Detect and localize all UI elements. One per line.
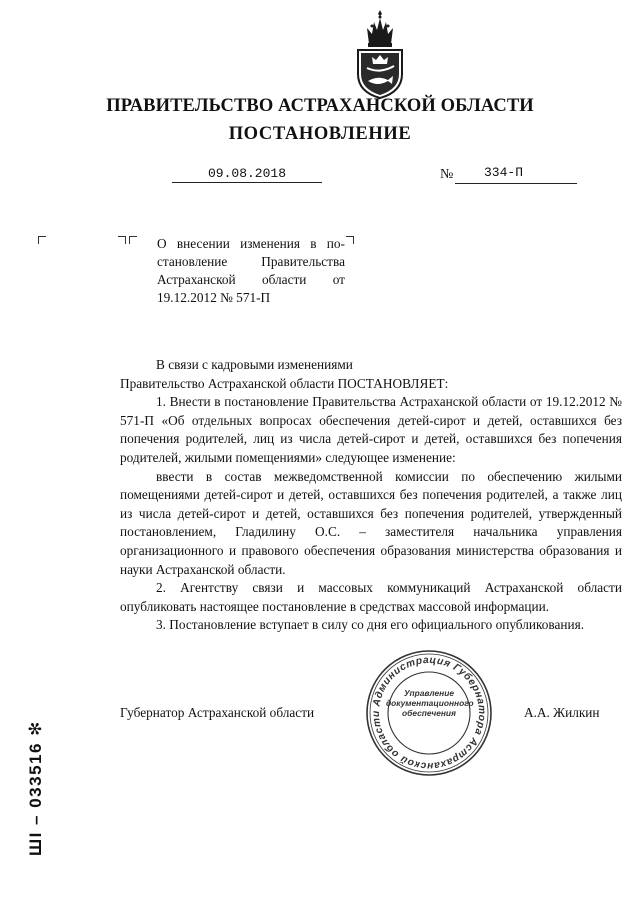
signatory-name: А.А. Жилкин <box>524 705 600 720</box>
stamp-line: Управление <box>404 688 454 698</box>
number-sign: № <box>440 167 454 182</box>
corner-bracket <box>346 236 354 244</box>
intro-line: Правительство Астраханской области ПОСТАНОВЛЯЕТ: <box>120 375 449 391</box>
subject-line: 19.12.2012 № 571-П <box>157 290 271 305</box>
document-body <box>120 356 622 635</box>
stamp-center-text <box>386 688 472 718</box>
subject-line: Астраханской области от <box>157 272 345 287</box>
stamp-line: документационного <box>386 698 474 708</box>
stamp-line: обеспечения <box>402 708 456 718</box>
subject-line: становление Правительства <box>157 254 345 269</box>
document-type: ПОСТАНОВЛЕНИЕ <box>228 124 412 144</box>
serial-code: 033516 <box>26 742 45 808</box>
subject-line: О внесении изменения в по- <box>157 236 345 251</box>
corner-bracket <box>118 236 126 244</box>
intro-line: В связи с кадровыми изменениями <box>156 357 353 372</box>
document-date: 09.08.2018 <box>208 166 287 181</box>
paragraph-1: 1. Внести в постановление Правительства Астраханской области от 19.12.2012 № 571-П «Об отдельных вопросах обеспечения детей-сирот и детей, оставшихся без попечения родителей, лиц из числа детей-сирот и детей, оставшихся без попечения родителей, жилыми помещениями» следующее изменение: <box>120 394 622 465</box>
corner-bracket <box>129 236 137 244</box>
date-underline <box>172 182 322 183</box>
serial-mark: ✻ <box>26 720 45 736</box>
paragraph-3: 2. Агентству связи и массовых коммуникаций Астраханской области опубликовать настоящее постановление в средствах массовой информации. <box>120 580 622 614</box>
coat-of-arms-icon <box>352 8 408 100</box>
corner-bracket <box>38 236 46 244</box>
form-serial-number <box>26 720 46 856</box>
document-subject <box>157 235 345 307</box>
government-title: ПРАВИТЕЛЬСТВО АСТРАХАНСКОЙ ОБЛАСТИ <box>106 96 534 116</box>
paragraph-2: ввести в состав межведомственной комиссии по обеспечению жилыми помещениями детей-сирот и детей, оставшихся без попечения родителей, а также лиц из числа детей-сирот и детей, оставшихся без попечения родителей, утвержденный постановлением, Гладилину О.С. – заместителя начальника управления организационного и правового обеспечения образования министерства образования и науки Астраханской области. <box>120 468 622 577</box>
serial-series: ШI – <box>26 814 45 856</box>
document-number: 334-П <box>484 165 524 180</box>
stamp-ring-text: Администрация Губернатора Астраханской области <box>370 654 488 772</box>
signatory-position: Губернатор Астраханской области <box>120 705 315 720</box>
number-underline <box>455 183 577 184</box>
paragraph-4: 3. Постановление вступает в силу со дня его официального опубликования. <box>156 617 585 633</box>
